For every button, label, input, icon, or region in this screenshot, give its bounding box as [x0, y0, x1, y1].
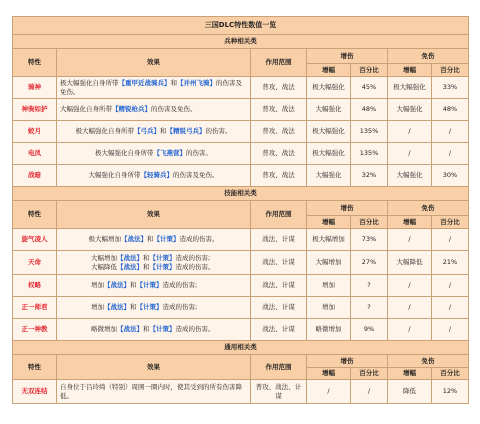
trait-effect: 极大幅增加【战法】和【计策】造成的伤害。: [57, 229, 251, 251]
trait-effect: 大幅强化自身所带【轻骑兵】的伤害及免伤。: [57, 165, 251, 187]
subheader-red-pct: 百分比: [432, 368, 469, 380]
trait-red: /: [388, 143, 432, 165]
header-increase: 增伤: [307, 355, 388, 368]
trait-name: 正一神教: [13, 319, 57, 341]
table-row: [13, 77, 469, 99]
trait-name: 天命: [13, 251, 57, 275]
table-row: [13, 99, 469, 121]
trait-red: /: [388, 297, 432, 319]
header-scope: 作用范围: [251, 49, 307, 77]
trait-red-pct: 12%: [432, 380, 469, 404]
trait-scope: 战法、计谋: [251, 251, 307, 275]
trait-inc: 略微增加: [307, 319, 351, 341]
section-row: [13, 187, 469, 201]
trait-name: 权略: [13, 275, 57, 297]
trait-red: /: [388, 229, 432, 251]
trait-effect: 极大幅强化自身所带【重甲近战骑兵】和【并州飞骑】的伤害及免伤。: [57, 77, 251, 99]
trait-red: /: [388, 275, 432, 297]
header-effect: 效果: [57, 49, 251, 77]
trait-red-pct: /: [432, 275, 469, 297]
table-row: [13, 229, 469, 251]
trait-red-pct: 30%: [432, 165, 469, 187]
trait-inc: 极大幅强化: [307, 143, 351, 165]
header-reduce: 免伤: [388, 49, 469, 64]
table-row: [13, 319, 469, 341]
trait-scope: 普攻、战法: [251, 77, 307, 99]
trait-name: 战暗: [13, 165, 57, 187]
header-scope: 作用范围: [251, 355, 307, 380]
trait-inc-pct: 73%: [351, 229, 388, 251]
header-trait: 特性: [13, 49, 57, 77]
trait-inc: 极大幅强化: [307, 77, 351, 99]
header-effect: 效果: [57, 355, 251, 380]
section-title: 技能相关类: [13, 187, 469, 201]
trait-name: 骑神: [13, 77, 57, 99]
trait-red-pct: /: [432, 121, 469, 143]
trait-red-pct: /: [432, 319, 469, 341]
header-row: [13, 49, 469, 64]
trait-inc-pct: 135%: [351, 121, 388, 143]
table-row: [13, 380, 469, 404]
trait-inc-pct: 27%: [351, 251, 388, 275]
trait-name: 神驹如护: [13, 99, 57, 121]
trait-red-pct: 21%: [432, 251, 469, 275]
trait-scope: 普攻、战法: [251, 143, 307, 165]
trait-inc-pct: 9%: [351, 319, 388, 341]
trait-table: [12, 16, 469, 404]
trait-scope: 战法、计谋: [251, 319, 307, 341]
trait-name: 蛟月: [13, 121, 57, 143]
header-increase: 增伤: [307, 201, 388, 216]
trait-effect: 大幅强化自身所带【精锐枪兵】的伤害及免伤。: [57, 99, 251, 121]
trait-red-pct: 48%: [432, 99, 469, 121]
trait-name: 正一师君: [13, 297, 57, 319]
table-row: [13, 275, 469, 297]
trait-effect: 增加【战法】和【计策】造成的伤害;: [57, 275, 251, 297]
trait-red-pct: /: [432, 297, 469, 319]
subheader-inc: 增幅: [307, 64, 351, 77]
trait-red: 大幅强化: [388, 165, 432, 187]
trait-inc: 增加: [307, 297, 351, 319]
subheader-red: 增幅: [388, 368, 432, 380]
trait-inc: 大幅强化: [307, 99, 351, 121]
trait-inc-pct: 32%: [351, 165, 388, 187]
trait-scope: 战法、计谋: [251, 297, 307, 319]
section-title: 通用相关类: [13, 341, 469, 355]
subheader-inc: 增幅: [307, 216, 351, 229]
table-row: [13, 251, 469, 275]
trait-inc: 增加: [307, 275, 351, 297]
table-row: [13, 143, 469, 165]
trait-red: 大幅降低: [388, 251, 432, 275]
subheader-red-pct: 百分比: [432, 64, 469, 77]
trait-scope: 普攻、战法: [251, 165, 307, 187]
trait-effect: 极大幅强化自身所带【飞燕营】的伤害。: [57, 143, 251, 165]
header-increase: 增伤: [307, 49, 388, 64]
trait-inc-pct: 135%: [351, 143, 388, 165]
trait-effect: 略微增加【战法】和【计策】造成的伤害。: [57, 319, 251, 341]
header-effect: 效果: [57, 201, 251, 229]
section-title: 兵种相关类: [13, 35, 469, 49]
trait-inc: 大幅增加: [307, 251, 351, 275]
trait-table-container: [12, 16, 468, 404]
trait-scope: 普攻、战法: [251, 121, 307, 143]
trait-inc: 极大幅增加: [307, 229, 351, 251]
subheader-inc-pct: 百分比: [351, 64, 388, 77]
trait-inc-pct: 48%: [351, 99, 388, 121]
trait-red: /: [388, 319, 432, 341]
trait-name: 电凤: [13, 143, 57, 165]
trait-effect: 增加【战法】和【计策】造成的伤害;: [57, 297, 251, 319]
header-scope: 作用范围: [251, 201, 307, 229]
section-row: [13, 35, 469, 49]
subheader-red-pct: 百分比: [432, 216, 469, 229]
trait-red-pct: 33%: [432, 77, 469, 99]
header-reduce: 免伤: [388, 201, 469, 216]
trait-inc: /: [307, 380, 351, 404]
trait-inc-pct: ?: [351, 297, 388, 319]
trait-scope: 战法、计谋: [251, 229, 307, 251]
trait-red: 极大幅强化: [388, 77, 432, 99]
trait-effect: 自身位于吕玲绮（特别）周围一圈内时，使其受到的所有伤害降低。: [57, 380, 251, 404]
trait-effect: 大幅增加【战法】和【计策】造成的伤害; 大幅降低【战法】和【计策】造成的伤害。: [57, 251, 251, 275]
subheader-red: 增幅: [388, 216, 432, 229]
table-row: [13, 297, 469, 319]
header-row: [13, 201, 469, 216]
trait-scope: 普攻、战法: [251, 99, 307, 121]
trait-red: /: [388, 121, 432, 143]
table-title-row: [13, 17, 469, 35]
trait-name: 旋气凌人: [13, 229, 57, 251]
subheader-inc-pct: 百分比: [351, 368, 388, 380]
trait-red-pct: /: [432, 143, 469, 165]
trait-red: 降低: [388, 380, 432, 404]
trait-red-pct: /: [432, 229, 469, 251]
trait-inc: 极大幅强化: [307, 121, 351, 143]
table-row: [13, 121, 469, 143]
trait-name: 无双连结: [13, 380, 57, 404]
subheader-red: 增幅: [388, 64, 432, 77]
trait-red: 大幅强化: [388, 99, 432, 121]
trait-effect: 极大幅强化自身所带【弓兵】和【精锐弓兵】的伤害。: [57, 121, 251, 143]
subheader-inc-pct: 百分比: [351, 216, 388, 229]
trait-inc-pct: 45%: [351, 77, 388, 99]
header-trait: 特性: [13, 201, 57, 229]
trait-inc-pct: /: [351, 380, 388, 404]
table-title: 三国DLC特性数值一览: [13, 17, 469, 35]
header-trait: 特性: [13, 355, 57, 380]
subheader-inc: 增幅: [307, 368, 351, 380]
trait-inc-pct: ?: [351, 275, 388, 297]
trait-inc: 大幅强化: [307, 165, 351, 187]
header-row: [13, 355, 469, 368]
header-reduce: 免伤: [388, 355, 469, 368]
trait-scope: 普攻、战法、计谋: [251, 380, 307, 404]
section-row: [13, 341, 469, 355]
trait-scope: 战法、计谋: [251, 275, 307, 297]
table-row: [13, 165, 469, 187]
